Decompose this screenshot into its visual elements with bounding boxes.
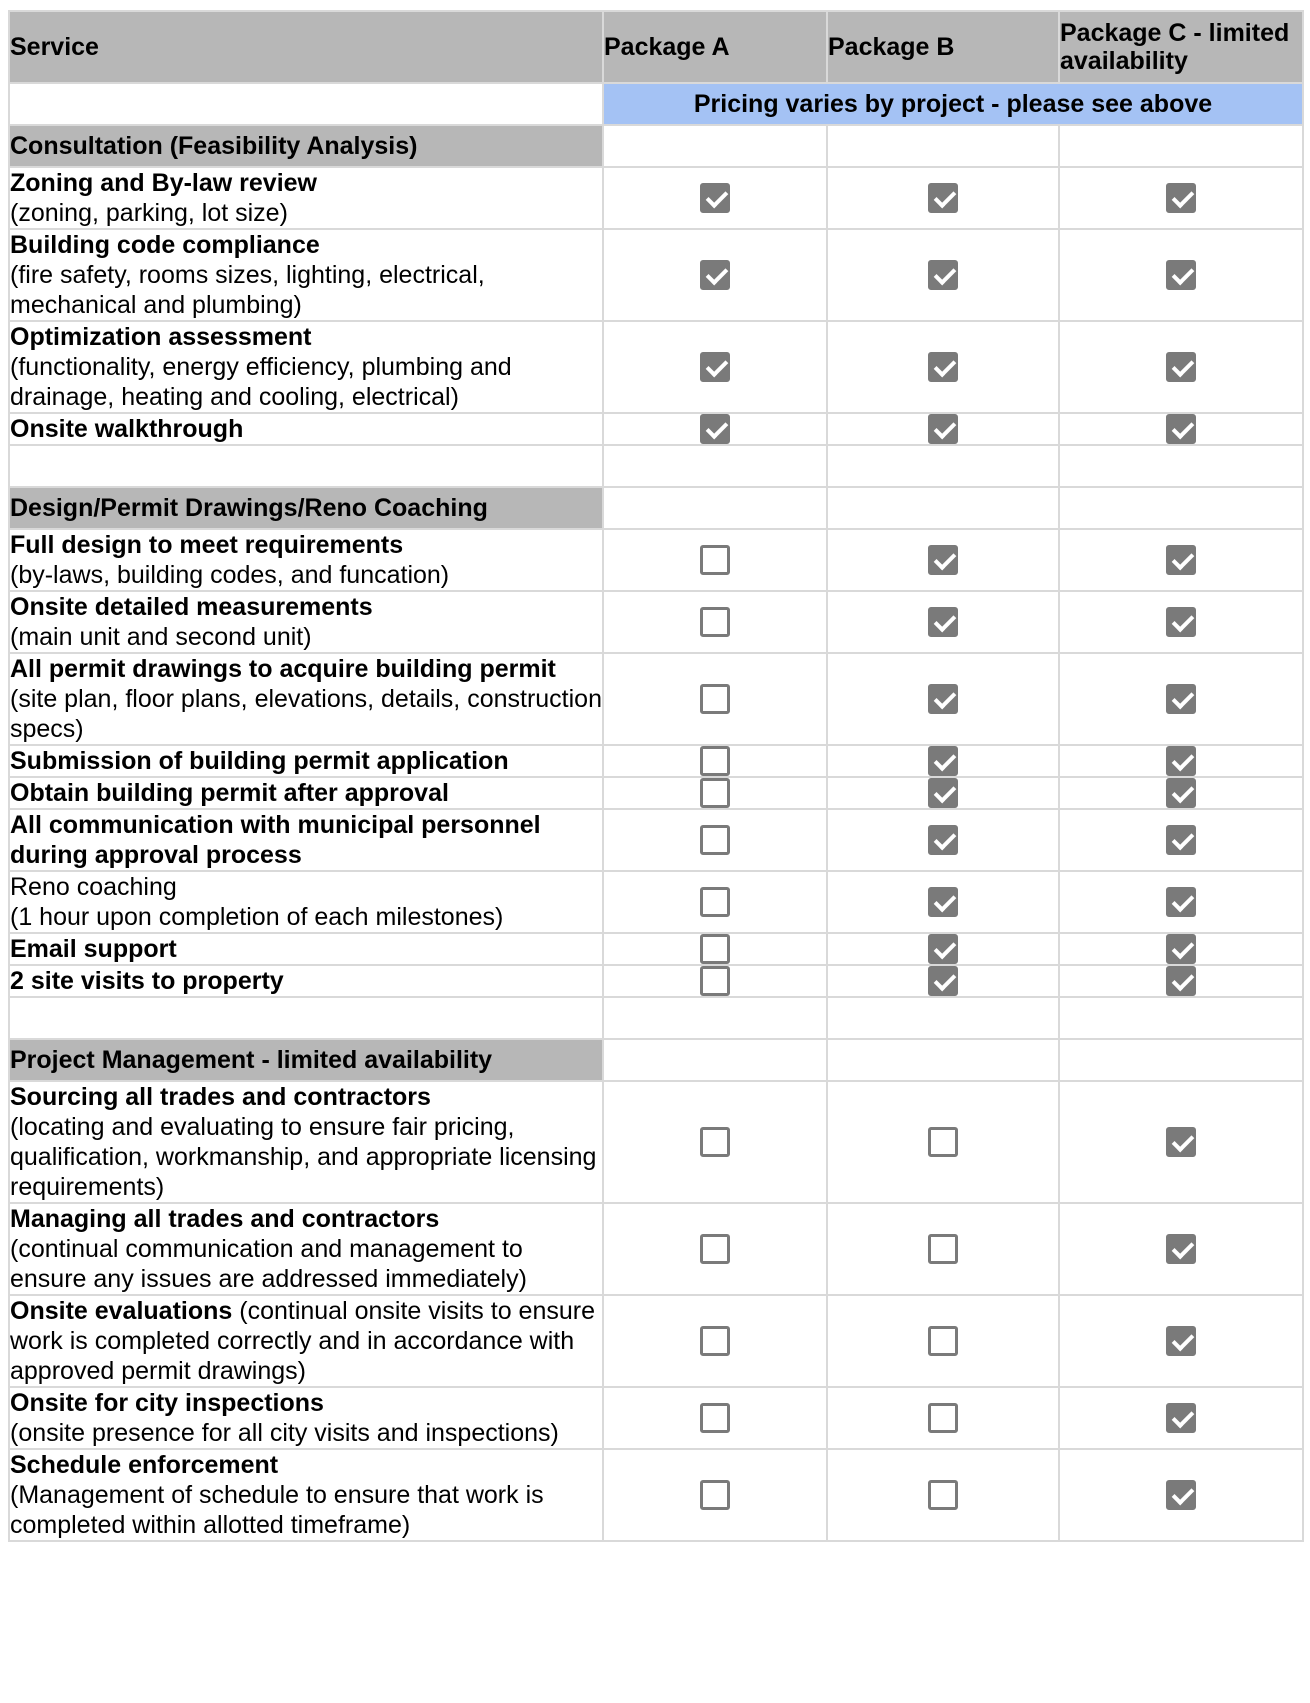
header-package-a[interactable]: Package A — [603, 11, 827, 83]
checkbox-unchecked-icon[interactable] — [700, 934, 730, 964]
checkbox-checked-icon[interactable] — [928, 352, 958, 382]
checkbox-unchecked-icon[interactable] — [700, 1403, 730, 1433]
checkbox-unchecked-icon[interactable] — [928, 1326, 958, 1356]
service-row — [9, 591, 1303, 653]
package-a-cell — [603, 321, 827, 413]
package-b-cell — [827, 591, 1059, 653]
service-cell[interactable] — [9, 1387, 603, 1449]
package-b-cell — [827, 321, 1059, 413]
checkbox-checked-icon[interactable] — [928, 825, 958, 855]
service-row — [9, 1203, 1303, 1295]
service-cell[interactable] — [9, 777, 603, 809]
service-cell[interactable] — [9, 809, 603, 871]
package-c-cell — [1059, 871, 1303, 933]
package-a-cell — [603, 777, 827, 809]
checkbox-checked-icon[interactable] — [928, 183, 958, 213]
package-b-cell — [827, 1081, 1059, 1203]
service-cell[interactable] — [9, 1203, 603, 1295]
package-a-cell — [603, 1295, 827, 1387]
checkbox-checked-icon[interactable] — [1166, 260, 1196, 290]
package-c-cell — [1059, 229, 1303, 321]
service-cell[interactable] — [9, 167, 603, 229]
checkbox-checked-icon[interactable] — [1166, 1127, 1196, 1157]
checkbox-unchecked-icon[interactable] — [928, 1480, 958, 1510]
package-c-cell — [1059, 529, 1303, 591]
checkbox-checked-icon[interactable] — [700, 352, 730, 382]
package-b-cell — [827, 229, 1059, 321]
package-b-cell — [827, 1203, 1059, 1295]
section-header-row — [9, 487, 1303, 529]
checkbox-unchecked-icon[interactable] — [928, 1234, 958, 1264]
package-a-cell — [603, 745, 827, 777]
package-c-cell — [1059, 167, 1303, 229]
checkbox-checked-icon[interactable] — [928, 778, 958, 808]
spacer-row — [9, 445, 1303, 487]
package-a-cell — [603, 871, 827, 933]
service-title: Optimization assessment — [10, 323, 312, 351]
service-row — [9, 1387, 1303, 1449]
checkbox-checked-icon[interactable] — [700, 260, 730, 290]
package-c-cell — [1059, 745, 1303, 777]
package-b-cell — [827, 965, 1059, 997]
service-detail: (fire safety, rooms sizes, lighting, electrical, mechanical and plumbing) — [10, 261, 485, 319]
service-row — [9, 321, 1303, 413]
package-b-cell — [827, 777, 1059, 809]
service-row — [9, 745, 1303, 777]
package-c-cell — [1059, 809, 1303, 871]
service-cell[interactable] — [9, 321, 603, 413]
service-cell[interactable] — [9, 871, 603, 933]
service-title: All communication with municipal personnel during approval process — [10, 811, 541, 869]
package-b-cell — [827, 809, 1059, 871]
package-comparison-table — [8, 10, 1304, 1542]
service-row — [9, 413, 1303, 445]
checkbox-unchecked-icon[interactable] — [700, 825, 730, 855]
package-b-cell — [827, 413, 1059, 445]
service-detail: (Management of schedule to ensure that work is completed within allotted timeframe) — [10, 1481, 544, 1539]
checkbox-checked-icon[interactable] — [1166, 1480, 1196, 1510]
service-title: Obtain building permit after approval — [10, 779, 449, 807]
service-cell[interactable] — [9, 933, 603, 965]
checkbox-checked-icon[interactable] — [1166, 183, 1196, 213]
service-detail: (onsite presence for all city visits and inspections) — [10, 1419, 559, 1447]
service-cell[interactable] — [9, 229, 603, 321]
service-cell[interactable] — [9, 745, 603, 777]
checkbox-unchecked-icon[interactable] — [700, 1326, 730, 1356]
service-cell[interactable] — [9, 965, 603, 997]
package-b-cell — [827, 1449, 1059, 1541]
pricing-row — [9, 83, 1303, 125]
checkbox-unchecked-icon[interactable] — [700, 1480, 730, 1510]
service-detail: (continual onsite visits to ensure work is completed correctly and in accordance with approved permit drawings) — [10, 1297, 595, 1385]
service-title: Full design to meet requirements — [10, 531, 404, 559]
section-header-row — [9, 125, 1303, 167]
empty-cell[interactable] — [1059, 997, 1303, 1039]
service-row — [9, 809, 1303, 871]
header-package-b[interactable]: Package B — [827, 11, 1059, 83]
package-b-cell — [827, 653, 1059, 745]
service-detail: (main unit and second unit) — [10, 623, 312, 651]
service-title: Onsite for city inspections — [10, 1389, 324, 1417]
empty-cell[interactable] — [603, 445, 827, 487]
package-c-cell — [1059, 1203, 1303, 1295]
checkbox-unchecked-icon[interactable] — [700, 778, 730, 808]
checkbox-checked-icon[interactable] — [1166, 1403, 1196, 1433]
package-b-cell — [827, 871, 1059, 933]
package-c-cell — [1059, 591, 1303, 653]
service-detail: (site plan, floor plans, elevations, details, construction specs) — [10, 685, 602, 743]
service-row — [9, 229, 1303, 321]
package-a-cell — [603, 653, 827, 745]
pricing-note[interactable]: Pricing varies by project - please see above — [603, 83, 1303, 125]
empty-cell[interactable] — [1059, 1039, 1303, 1081]
section-header-row — [9, 1039, 1303, 1081]
package-a-cell — [603, 1387, 827, 1449]
package-b-cell — [827, 1295, 1059, 1387]
checkbox-unchecked-icon[interactable] — [700, 887, 730, 917]
checkbox-checked-icon[interactable] — [928, 887, 958, 917]
checkbox-checked-icon[interactable] — [1166, 825, 1196, 855]
service-row — [9, 167, 1303, 229]
package-c-cell — [1059, 965, 1303, 997]
package-c-cell — [1059, 413, 1303, 445]
service-detail: (zoning, parking, lot size) — [10, 199, 288, 227]
package-c-cell — [1059, 933, 1303, 965]
empty-cell[interactable] — [603, 1039, 827, 1081]
package-b-cell — [827, 529, 1059, 591]
empty-cell[interactable] — [1059, 445, 1303, 487]
service-title: Submission of building permit application — [10, 747, 509, 775]
package-c-cell — [1059, 1081, 1303, 1203]
section-title[interactable]: Project Management - limited availability — [9, 1039, 603, 1081]
service-title: Building code compliance — [10, 231, 320, 259]
checkbox-unchecked-icon[interactable] — [700, 746, 730, 776]
service-title: Email support — [10, 935, 177, 963]
checkbox-checked-icon[interactable] — [1166, 545, 1196, 575]
empty-cell[interactable] — [603, 125, 827, 167]
checkbox-unchecked-icon[interactable] — [700, 1127, 730, 1157]
package-b-cell — [827, 933, 1059, 965]
service-detail: (1 hour upon completion of each milestones) — [10, 903, 504, 931]
package-a-cell — [603, 965, 827, 997]
service-title: Schedule enforcement — [10, 1451, 279, 1479]
service-row — [9, 1295, 1303, 1387]
package-a-cell — [603, 167, 827, 229]
checkbox-checked-icon[interactable] — [1166, 1326, 1196, 1356]
package-a-cell — [603, 1081, 827, 1203]
empty-cell[interactable] — [827, 997, 1059, 1039]
package-a-cell — [603, 591, 827, 653]
service-cell[interactable] — [9, 1081, 603, 1203]
checkbox-checked-icon[interactable] — [1166, 966, 1196, 996]
service-row — [9, 529, 1303, 591]
checkbox-checked-icon[interactable] — [928, 607, 958, 637]
checkbox-checked-icon[interactable] — [1166, 1234, 1196, 1264]
package-c-cell — [1059, 321, 1303, 413]
checkbox-checked-icon[interactable] — [1166, 352, 1196, 382]
section-title[interactable]: Design/Permit Drawings/Reno Coaching — [9, 487, 603, 529]
service-row — [9, 1449, 1303, 1541]
package-a-cell — [603, 529, 827, 591]
checkbox-checked-icon[interactable] — [928, 746, 958, 776]
empty-cell[interactable] — [9, 83, 603, 125]
service-title: All permit drawings to acquire building permit — [10, 655, 556, 683]
checkbox-unchecked-icon[interactable] — [700, 607, 730, 637]
package-c-cell — [1059, 1387, 1303, 1449]
empty-cell[interactable] — [827, 445, 1059, 487]
service-title: Sourcing all trades and contractors — [10, 1083, 431, 1111]
checkbox-unchecked-icon[interactable] — [700, 545, 730, 575]
checkbox-checked-icon[interactable] — [1166, 414, 1196, 444]
service-title: Managing all trades and contractors — [10, 1205, 440, 1233]
empty-cell[interactable] — [1059, 487, 1303, 529]
checkbox-checked-icon[interactable] — [928, 934, 958, 964]
empty-cell[interactable] — [603, 487, 827, 529]
package-b-cell — [827, 167, 1059, 229]
package-a-cell — [603, 1203, 827, 1295]
empty-cell[interactable] — [9, 997, 603, 1039]
header-row — [9, 11, 1303, 83]
service-cell[interactable] — [9, 529, 603, 591]
package-a-cell — [603, 1449, 827, 1541]
service-row — [9, 965, 1303, 997]
service-row — [9, 871, 1303, 933]
checkbox-unchecked-icon[interactable] — [700, 684, 730, 714]
checkbox-checked-icon[interactable] — [1166, 746, 1196, 776]
package-a-cell — [603, 933, 827, 965]
empty-cell[interactable] — [827, 125, 1059, 167]
section-title[interactable]: Consultation (Feasibility Analysis) — [9, 125, 603, 167]
package-b-cell — [827, 745, 1059, 777]
service-row — [9, 1081, 1303, 1203]
checkbox-checked-icon[interactable] — [700, 414, 730, 444]
package-c-cell — [1059, 777, 1303, 809]
checkbox-unchecked-icon[interactable] — [700, 1234, 730, 1264]
package-b-cell — [827, 1387, 1059, 1449]
checkbox-unchecked-icon[interactable] — [928, 1127, 958, 1157]
empty-cell[interactable] — [9, 445, 603, 487]
service-title: Onsite detailed measurements — [10, 593, 373, 621]
service-title: Onsite walkthrough — [10, 415, 244, 443]
checkbox-checked-icon[interactable] — [928, 414, 958, 444]
service-cell[interactable] — [9, 413, 603, 445]
package-c-cell — [1059, 1295, 1303, 1387]
checkbox-unchecked-icon[interactable] — [700, 966, 730, 996]
package-a-cell — [603, 413, 827, 445]
package-c-cell — [1059, 653, 1303, 745]
package-c-cell — [1059, 1449, 1303, 1541]
empty-cell[interactable] — [827, 1039, 1059, 1081]
service-cell[interactable] — [9, 1449, 603, 1541]
service-detail: (continual communication and management to ensure any issues are addressed immediately) — [10, 1235, 527, 1293]
service-detail: (locating and evaluating to ensure fair pricing, qualification, workmanship, and appropriate licensing requirements) — [10, 1113, 597, 1201]
spacer-row — [9, 997, 1303, 1039]
checkbox-checked-icon[interactable] — [1166, 607, 1196, 637]
service-title: Onsite evaluations — [10, 1297, 233, 1325]
checkbox-checked-icon[interactable] — [928, 260, 958, 290]
empty-cell[interactable] — [827, 487, 1059, 529]
checkbox-checked-icon[interactable] — [928, 545, 958, 575]
service-cell[interactable] — [9, 1295, 603, 1387]
checkbox-checked-icon[interactable] — [928, 966, 958, 996]
package-a-cell — [603, 229, 827, 321]
empty-cell[interactable] — [1059, 125, 1303, 167]
service-title: Reno coaching — [10, 873, 177, 901]
service-detail: (by-laws, building codes, and funcation) — [10, 561, 450, 589]
service-title: 2 site visits to property — [10, 967, 284, 995]
checkbox-checked-icon[interactable] — [928, 684, 958, 714]
checkbox-checked-icon[interactable] — [1166, 887, 1196, 917]
checkbox-checked-icon[interactable] — [1166, 684, 1196, 714]
header-package-c[interactable]: Package C - limited availability — [1059, 11, 1303, 83]
service-title: Zoning and By-law review — [10, 169, 317, 197]
service-row — [9, 653, 1303, 745]
checkbox-unchecked-icon[interactable] — [928, 1403, 958, 1433]
service-row — [9, 933, 1303, 965]
checkbox-checked-icon[interactable] — [1166, 934, 1196, 964]
service-detail: (functionality, energy efficiency, plumbing and drainage, heating and cooling, electrical) — [10, 353, 512, 411]
checkbox-checked-icon[interactable] — [1166, 778, 1196, 808]
empty-cell[interactable] — [603, 997, 827, 1039]
header-service[interactable]: Service — [9, 11, 603, 83]
service-row — [9, 777, 1303, 809]
checkbox-checked-icon[interactable] — [700, 183, 730, 213]
package-a-cell — [603, 809, 827, 871]
service-cell[interactable] — [9, 591, 603, 653]
service-cell[interactable] — [9, 653, 603, 745]
